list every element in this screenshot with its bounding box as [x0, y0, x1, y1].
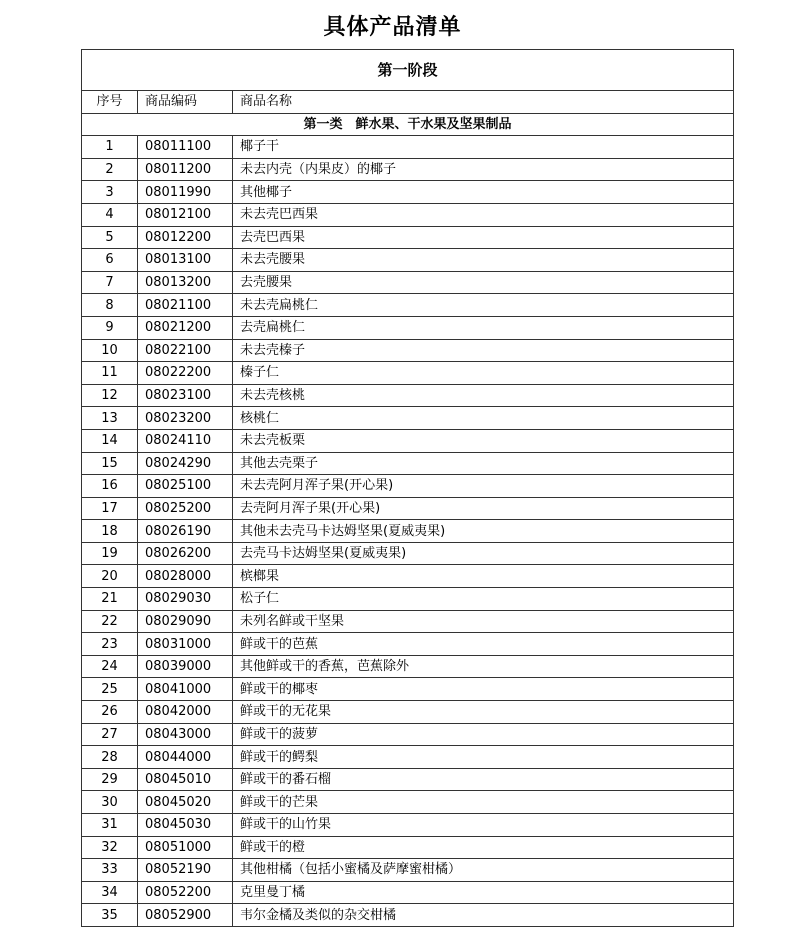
table-row — [82, 384, 734, 407]
product-name: 未去壳核桃 — [233, 384, 734, 407]
table-row — [82, 701, 734, 724]
product-code: 08039000 — [138, 655, 233, 678]
stage-title: 第一阶段 — [82, 50, 734, 91]
table-row — [82, 542, 734, 565]
row-number: 4 — [82, 203, 138, 226]
category-title: 第一类 鲜水果、干水果及坚果制品 — [82, 113, 734, 136]
table-row — [82, 768, 734, 791]
product-code: 08042000 — [138, 701, 233, 724]
product-code: 08021100 — [138, 294, 233, 317]
table-row — [82, 588, 734, 611]
product-code: 08051000 — [138, 836, 233, 859]
product-name: 克里曼丁橘 — [233, 881, 734, 904]
product-name: 未去壳扁桃仁 — [233, 294, 734, 317]
row-number: 18 — [82, 520, 138, 543]
product-name: 松子仁 — [233, 588, 734, 611]
product-code: 08022100 — [138, 339, 233, 362]
product-code: 08011990 — [138, 181, 233, 204]
row-number: 25 — [82, 678, 138, 701]
product-code: 08011100 — [138, 136, 233, 159]
product-name: 鲜或干的山竹果 — [233, 814, 734, 837]
product-list-table — [81, 49, 734, 927]
table-row — [82, 836, 734, 859]
table-row — [82, 655, 734, 678]
product-name: 韦尔金橘及类似的杂交柑橘 — [233, 904, 734, 927]
product-code: 08025100 — [138, 475, 233, 498]
category-row — [82, 113, 734, 136]
row-number: 10 — [82, 339, 138, 362]
table-row — [82, 203, 734, 226]
product-code: 08045030 — [138, 814, 233, 837]
row-number: 28 — [82, 746, 138, 769]
product-code: 08041000 — [138, 678, 233, 701]
row-number: 3 — [82, 181, 138, 204]
product-name: 鲜或干的番石榴 — [233, 768, 734, 791]
table-row — [82, 226, 734, 249]
page-title: 具体产品清单 — [323, 15, 462, 40]
row-number: 29 — [82, 768, 138, 791]
product-code: 08024290 — [138, 452, 233, 475]
product-name: 未去壳板栗 — [233, 429, 734, 452]
product-code: 08026190 — [138, 520, 233, 543]
row-number: 33 — [82, 859, 138, 882]
product-name: 椰子干 — [233, 136, 734, 159]
table-row — [82, 407, 734, 430]
table-row — [82, 475, 734, 498]
column-header-no: 序号 — [82, 91, 138, 114]
row-number: 14 — [82, 429, 138, 452]
product-name: 其他椰子 — [233, 181, 734, 204]
product-name: 去壳阿月浑子果(开心果) — [233, 497, 734, 520]
product-name: 核桃仁 — [233, 407, 734, 430]
product-code: 08025200 — [138, 497, 233, 520]
product-name: 未去壳腰果 — [233, 249, 734, 272]
row-number: 30 — [82, 791, 138, 814]
table-row — [82, 429, 734, 452]
table-row — [82, 881, 734, 904]
row-number: 13 — [82, 407, 138, 430]
table-row — [82, 158, 734, 181]
product-name: 其他柑橘（包括小蜜橘及萨摩蜜柑橘） — [233, 859, 734, 882]
product-code: 08013100 — [138, 249, 233, 272]
column-header-code: 商品编码 — [138, 91, 233, 114]
product-code: 08031000 — [138, 633, 233, 656]
product-code: 08028000 — [138, 565, 233, 588]
product-code: 08029090 — [138, 610, 233, 633]
product-name: 未列名鲜或干坚果 — [233, 610, 734, 633]
table-row — [82, 678, 734, 701]
product-name: 鲜或干的鳄梨 — [233, 746, 734, 769]
row-number: 16 — [82, 475, 138, 498]
product-code: 08012100 — [138, 203, 233, 226]
product-name: 去壳扁桃仁 — [233, 316, 734, 339]
table-row — [82, 294, 734, 317]
product-code: 08044000 — [138, 746, 233, 769]
row-number: 6 — [82, 249, 138, 272]
product-name: 鲜或干的菠萝 — [233, 723, 734, 746]
row-number: 17 — [82, 497, 138, 520]
row-number: 35 — [82, 904, 138, 927]
product-code: 08024110 — [138, 429, 233, 452]
table-row — [82, 271, 734, 294]
table-row — [82, 520, 734, 543]
table-row — [82, 723, 734, 746]
product-name: 鲜或干的芭蕉 — [233, 633, 734, 656]
table-row — [82, 791, 734, 814]
table-row — [82, 136, 734, 159]
row-number: 34 — [82, 881, 138, 904]
product-code: 08026200 — [138, 542, 233, 565]
table-row — [82, 904, 734, 927]
header-row — [82, 91, 734, 114]
product-code: 08012200 — [138, 226, 233, 249]
product-name: 去壳腰果 — [233, 271, 734, 294]
row-number: 8 — [82, 294, 138, 317]
row-number: 24 — [82, 655, 138, 678]
table-row — [82, 181, 734, 204]
table-row — [82, 859, 734, 882]
row-number: 21 — [82, 588, 138, 611]
product-code: 08045020 — [138, 791, 233, 814]
product-code: 08052190 — [138, 859, 233, 882]
row-number: 19 — [82, 542, 138, 565]
product-name: 未去壳巴西果 — [233, 203, 734, 226]
table-row — [82, 249, 734, 272]
table-row — [82, 746, 734, 769]
row-number: 26 — [82, 701, 138, 724]
table-row — [82, 610, 734, 633]
product-code: 08023100 — [138, 384, 233, 407]
table-row — [82, 497, 734, 520]
table-row — [82, 565, 734, 588]
product-name: 未去内壳（内果皮）的椰子 — [233, 158, 734, 181]
product-code: 08022200 — [138, 362, 233, 385]
product-code: 08029030 — [138, 588, 233, 611]
row-number: 22 — [82, 610, 138, 633]
table-row — [82, 633, 734, 656]
row-number: 11 — [82, 362, 138, 385]
product-code: 08021200 — [138, 316, 233, 339]
product-name: 未去壳榛子 — [233, 339, 734, 362]
product-code: 08013200 — [138, 271, 233, 294]
product-code: 08052900 — [138, 904, 233, 927]
product-name: 未去壳阿月浑子果(开心果) — [233, 475, 734, 498]
product-name: 去壳巴西果 — [233, 226, 734, 249]
row-number: 27 — [82, 723, 138, 746]
product-name: 其他去壳栗子 — [233, 452, 734, 475]
product-name: 鲜或干的芒果 — [233, 791, 734, 814]
product-code: 08043000 — [138, 723, 233, 746]
row-number: 31 — [82, 814, 138, 837]
row-number: 32 — [82, 836, 138, 859]
product-name: 其他未去壳马卡达姆坚果(夏威夷果) — [233, 520, 734, 543]
product-code: 08045010 — [138, 768, 233, 791]
product-code: 08023200 — [138, 407, 233, 430]
table-row — [82, 814, 734, 837]
stage-row — [82, 50, 734, 91]
row-number: 1 — [82, 136, 138, 159]
table-row — [82, 316, 734, 339]
row-number: 7 — [82, 271, 138, 294]
row-number: 23 — [82, 633, 138, 656]
product-name: 槟榔果 — [233, 565, 734, 588]
table-row — [82, 452, 734, 475]
product-code: 08011200 — [138, 158, 233, 181]
product-name: 去壳马卡达姆坚果(夏威夷果) — [233, 542, 734, 565]
row-number: 5 — [82, 226, 138, 249]
product-name: 鲜或干的无花果 — [233, 701, 734, 724]
product-name: 鲜或干的椰枣 — [233, 678, 734, 701]
table-row — [82, 362, 734, 385]
product-name: 鲜或干的橙 — [233, 836, 734, 859]
table-row — [82, 339, 734, 362]
row-number: 2 — [82, 158, 138, 181]
product-name: 其他鲜或干的香蕉，芭蕉除外 — [233, 655, 734, 678]
column-header-name: 商品名称 — [233, 91, 734, 114]
product-name: 榛子仁 — [233, 362, 734, 385]
row-number: 9 — [82, 316, 138, 339]
row-number: 12 — [82, 384, 138, 407]
row-number: 20 — [82, 565, 138, 588]
row-number: 15 — [82, 452, 138, 475]
product-code: 08052200 — [138, 881, 233, 904]
